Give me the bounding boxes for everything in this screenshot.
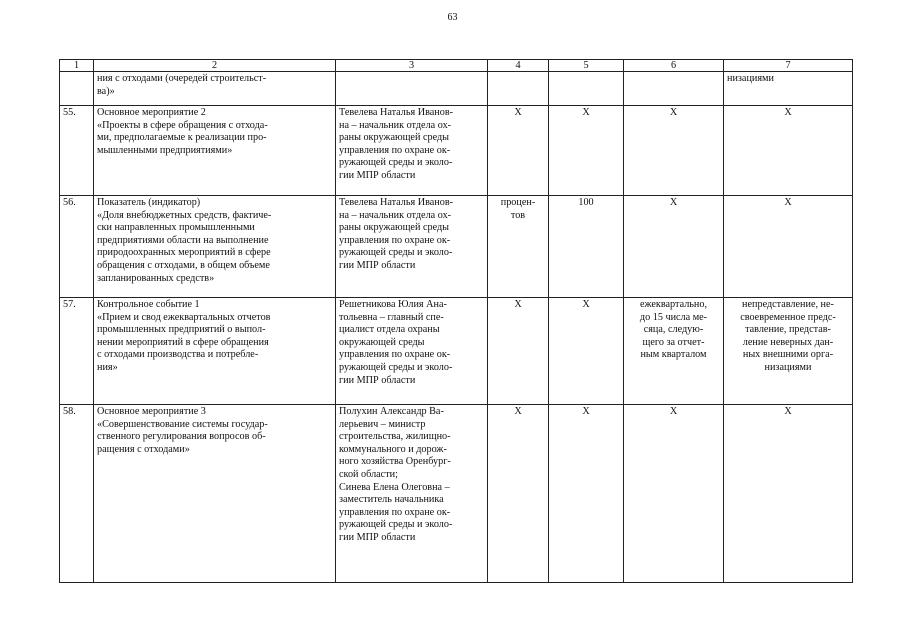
header-cell-1: 1 xyxy=(60,60,94,72)
table-row-56 xyxy=(60,196,853,298)
responsible-cell: Тевелева Наталья Иванов- на – начальник отдела ох- раны окружающей среды управления по охране ок- ружающей среды и эколо- гии МПР области xyxy=(336,196,488,298)
col4-cell: процен- тов xyxy=(488,196,549,298)
col7-cell: Х xyxy=(724,405,853,583)
measure-description: «Проекты в сфере обращения с отхода- ми, предполагаемые к реализации про- мышленными предприятиями» xyxy=(97,119,268,156)
measure-title: Показатель (индикатор) xyxy=(97,197,201,208)
table-row-58 xyxy=(60,405,853,583)
measure-cell xyxy=(94,298,336,405)
col7-cell: Х xyxy=(724,196,853,298)
col6-cell: Х xyxy=(624,106,724,196)
col6-cell: Х xyxy=(624,405,724,583)
row-number: 56. xyxy=(60,196,94,298)
col7-cell: Х xyxy=(724,106,853,196)
continuation-col5 xyxy=(549,72,624,106)
header-cell-2: 2 xyxy=(94,60,336,72)
responsible-cell: Полухин Александр Ва- лерьевич – министр строительства, жилищно- коммунального и дорож- ного хозяйства Оренбург- ской области; Синева Елена Олеговна – заместитель начальника управления по охране ок- ружающей среды и эколо- гии МПР области xyxy=(336,405,488,583)
measure-title: Основное мероприятие 2 xyxy=(97,107,206,118)
continuation-col7: низациями xyxy=(724,72,853,106)
table-row-55 xyxy=(60,106,853,196)
col6-cell: Х xyxy=(624,196,724,298)
col6-cell: ежеквартально, до 15 числа ме- сяца, следую- щего за отчет- ным кварталом xyxy=(624,298,724,405)
responsible-cell: Тевелева Наталья Иванов- на – начальник отдела ох- раны окружающей среды управления по охране ок- ружающей среды и эколо- гии МПР области xyxy=(336,106,488,196)
header-cell-3: 3 xyxy=(336,60,488,72)
responsible-cell: Решетникова Юлия Ана- тольевна – главный спе- циалист отдела охраны окружающей среды управления по охране ок- ружающей среды и эколо- гии МПР области xyxy=(336,298,488,405)
col5-cell: Х xyxy=(549,405,624,583)
continuation-col6 xyxy=(624,72,724,106)
row-number: 58. xyxy=(60,405,94,583)
measure-title: Основное мероприятие 3 xyxy=(97,406,206,417)
header-row xyxy=(60,60,853,72)
measure-description: «Совершенствование системы государ- ственного регулирования вопросов об- ращения с отходами» xyxy=(97,418,268,455)
measure-description: «Прием и свод ежеквартальных отчетов промышленных предприятий о выпол- нении мероприятий в сфере обращения с отходами производства и потребле- ния» xyxy=(97,311,271,373)
header-cell-4: 4 xyxy=(488,60,549,72)
col5-cell: Х xyxy=(549,298,624,405)
col7-cell: непредставление, не- своевременное предс- тавление, представ- ление неверных дан- ных внешними орга- низациями xyxy=(724,298,853,405)
table-row-57 xyxy=(60,298,853,405)
continuation-col4 xyxy=(488,72,549,106)
col4-cell: Х xyxy=(488,405,549,583)
measure-cell xyxy=(94,196,336,298)
continuation-row xyxy=(60,72,853,106)
header-cell-7: 7 xyxy=(724,60,853,72)
measure-title: Контрольное событие 1 xyxy=(97,299,200,310)
header-cell-5: 5 xyxy=(549,60,624,72)
header-cell-6: 6 xyxy=(624,60,724,72)
measure-cell xyxy=(94,405,336,583)
col5-cell: 100 xyxy=(549,196,624,298)
row-number: 55. xyxy=(60,106,94,196)
col5-cell: Х xyxy=(549,106,624,196)
col4-cell: Х xyxy=(488,106,549,196)
measure-cell xyxy=(94,106,336,196)
measures-table xyxy=(59,59,853,583)
row-number: 57. xyxy=(60,298,94,405)
page-number: 63 xyxy=(447,12,458,23)
continuation-responsible xyxy=(336,72,488,106)
continuation-num xyxy=(60,72,94,106)
col4-cell: Х xyxy=(488,298,549,405)
continuation-name: ния с отходами (очередей строительст- ва)» xyxy=(94,72,336,106)
measure-description: «Доля внебюджетных средств, фактиче- ски направленных промышленными предприятиями области на выполнение природоохранных мероприятий в сфере обращения с отходами, в общем объеме запланированных средств» xyxy=(97,209,272,284)
